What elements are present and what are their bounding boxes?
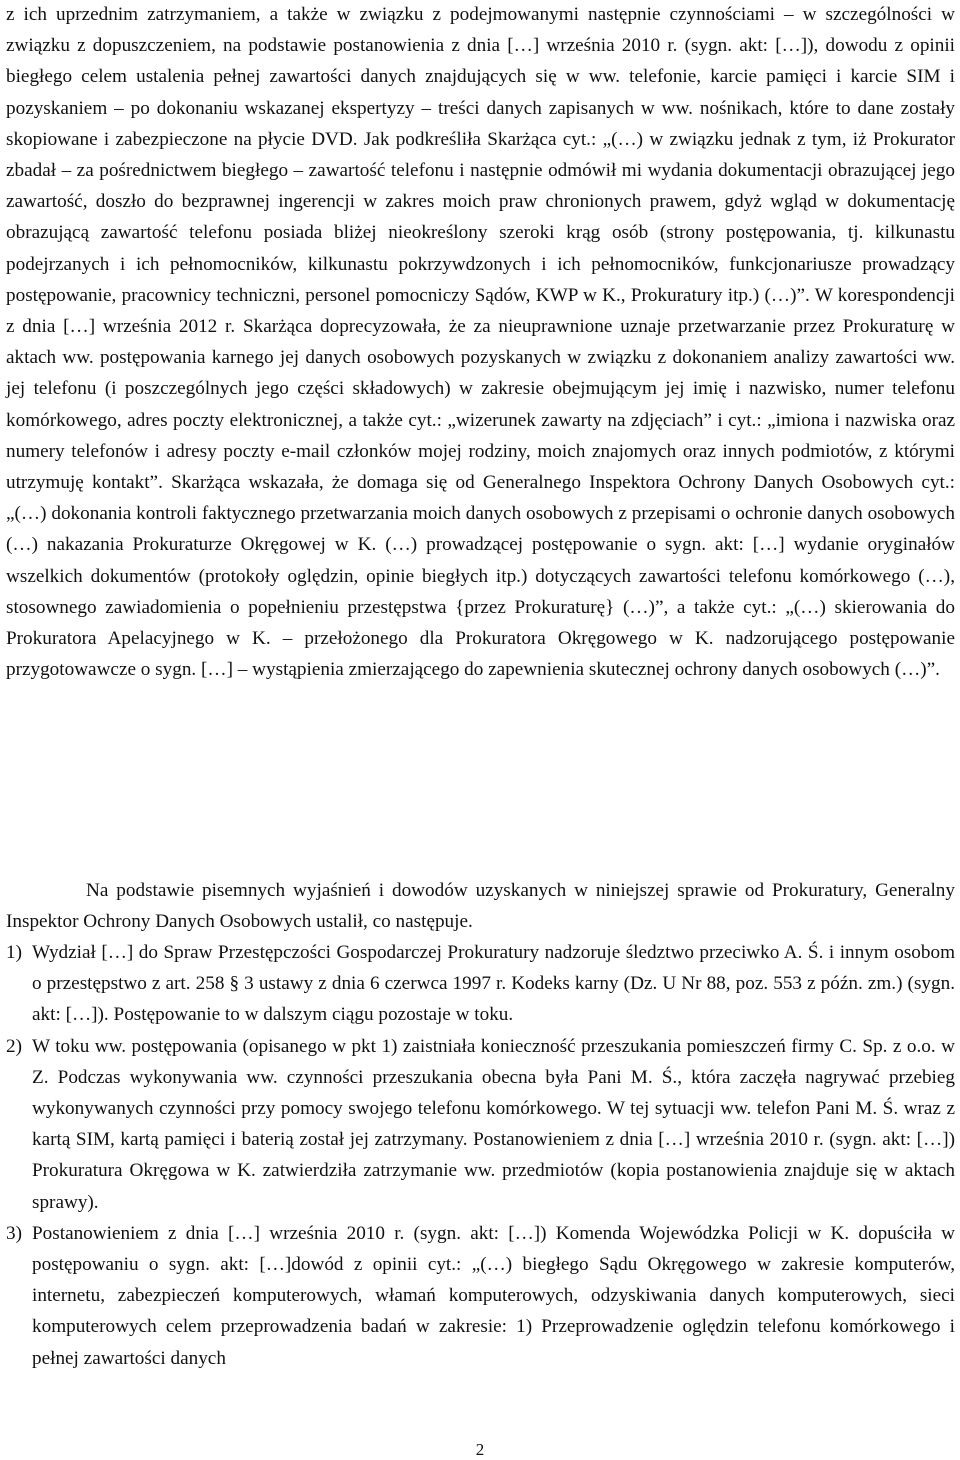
list-item	[6, 937, 955, 1031]
list-item-text: Postanowieniem z dnia […] września 2010 r. (sygn. akt: […]) Komenda Wojewódzka Policji w K. dopuściła w postępowaniu o sygn. akt: […]dowód z opinii cyt.: „(…) biegłego Sądu Okręgowego w zakresie komputerów, internetu, zabezpieczeń komputerowych, włamań komputerowych, odzyskiwania danych komputerowych, sieci komputerowych celem przeprowadzenia badań w zakresie: 1) Przeprowadzenie oględzin telefonu komórkowego i pełnej zawartości danych	[32, 1222, 955, 1369]
list-item-text: Wydział […] do Spraw Przestępczości Gospodarczej Prokuratury nadzoruje śledztwo przeciwko A. Ś. i innym osobom o przestępstwo z art. 258 § 3 ustawy z dnia 6 czerwca 1997 r. Kodeks karny (Dz. U Nr 88, poz. 553 z późn. zm.) (sygn. akt: […]). Postępowanie to w dalszym ciągu pozostaje w toku.	[32, 942, 955, 1026]
list-number: 3)	[6, 1222, 22, 1244]
body-paragraph: z ich uprzednim zatrzymaniem, a także w związku z podejmowanymi następnie czynnościami – w szczególności w związku z dopuszczeniem, na podstawie postanowienia z dnia […] września 2010 r. (sygn. akt: […]), dowodu z opinii biegłego celem ustalenia pełnej zawartości danych znajdujących się w ww. telefonie, karcie pamięci i karcie SIM i pozyskaniem – po dokonaniu wskazanej ekspertyzy – treści danych zapisanych w ww. nośnikach, które to dane zostały skopiowane i zabezpieczone na płycie DVD. Jak podkreśliła Skarżąca cyt.: „(…) w związku jednak z tym, iż Prokurator zbadał – za pośrednictwem biegłego – zawartość telefonu i następnie odmówił mi wydania dokumentacji obrazującej jego zawartość, doszło do bezprawnej ingerencji w zakres moich praw chronionych prawem, gdyż wgląd w dokumentację obrazującą zawartość telefonu posiada bliżej nieokreślony szeroki krąg osób (strony postępowania, tj. kilkunastu podejrzanych i ich pełnomocników, kilkunastu pokrzywdzonych i ich pełnomocników, funkcjonariusze prowadzący postępowanie, pracownicy techniczni, personel pomocniczy Sądów, KWP w K., Prokuratury itp.) (…)”. W korespondencji z dnia […] września 2012 r. Skarżąca doprecyzowała, że za nieuprawnione uznaje przetwarzanie przez Prokuraturę w aktach ww. postępowania karnego jej danych osobowych pozyskanych w związku z dokonaniem analizy zawartości ww. jej telefonu (i poszczególnych jego części składowych) w zakresie obejmującym jej imię i nazwisko, numer telefonu komórkowego, adres poczty elektronicznej, a także cyt.: „wizerunek zawarty na zdjęciach” i cyt.: „imiona i nazwiska oraz numery telefonów i adresy poczty e-mail członków mojej rodziny, moich znajomych oraz innych podmiotów, z którymi utrzymuję kontakt”. Skarżąca wskazała, że domaga się od Generalnego Inspektora Ochrony Danych Osobowych cyt.: „(…) dokonania kontroli faktycznego przetwarzania moich danych osobowych z przepisami o ochronie danych osobowych (…) nakazania Prokuraturze Okręgowej w K. (…) prowadzącej postępowanie o sygn. akt: […] wydanie oryginałów wszelkich dokumentów (protokoły oględzin, opinie biegłych itp.) dotyczących zawartości telefonu komórkowego (…), stosownego zawiadomienia o popełnieniu przestępstwa {przez Prokuraturę} (…)”, a także cyt.: „(…) skierowania do Prokuratora Apelacyjnego w K. – przełożonego dla Prokuratora Okręgowego w K. nadzorującego postępowanie przygotowawcze o sygn. […] – wystąpienia zmierzającego do zapewnienia skutecznej ochrony danych osobowych (…)”.	[6, 4, 955, 681]
list-item-text: W toku ww. postępowania (opisanego w pkt 1) zaistniała konieczność przeszukania pomieszczeń firmy C. Sp. z o.o. w Z. Podczas wykonywania ww. czynności przeszukania obecna była Pani M. Ś., która zaczęła nagrywać przebieg wykonywanych czynności przy pomocy swojego telefonu komórkowego. W tej sytuacji ww. telefon Pani M. Ś. wraz z kartą SIM, kartą pamięci i baterią został jej zatrzymany. Postanowieniem z dnia […] września 2010 r. (sygn. akt: […]) Prokuratura Okręgowa w K. zatwierdziła zatrzymanie ww. przedmiotów (kopia postanowienia znajduje się w aktach sprawy).	[32, 1035, 955, 1213]
page-number: 2	[475, 1440, 485, 1459]
body-paragraph: Na podstawie pisemnych wyjaśnień i dowodów uzyskanych w niniejszej sprawie od Prokuratury, Generalny Inspektor Ochrony Danych Osobowych ustalił, co następuje.	[6, 880, 955, 933]
list-number: 2)	[6, 1035, 22, 1057]
list-item	[6, 1031, 955, 1218]
list-number: 1)	[6, 942, 22, 963]
list-item	[6, 1218, 955, 1374]
numbered-list	[6, 937, 955, 1374]
